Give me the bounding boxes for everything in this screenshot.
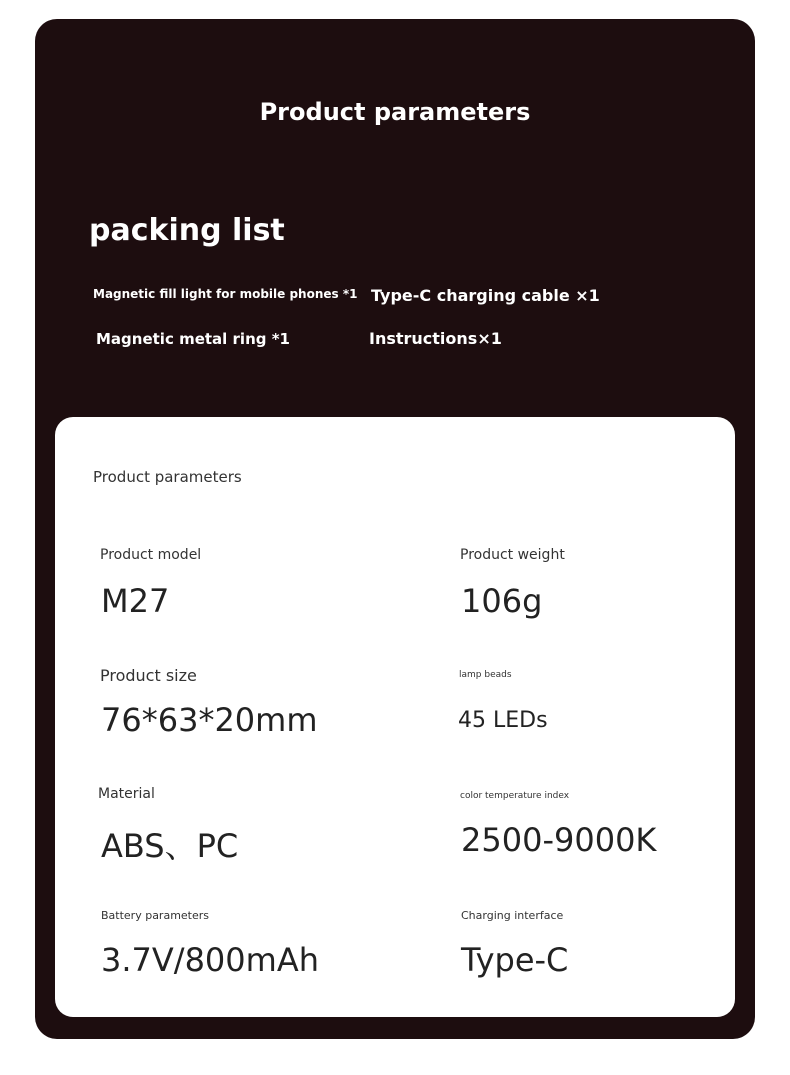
- packing-item-metal-ring: Magnetic metal ring *1: [96, 330, 290, 348]
- param-label-charging-interface: Charging interface: [461, 909, 564, 922]
- param-value-charging-interface: Type-C: [461, 941, 569, 979]
- param-label-material: Material: [98, 786, 155, 802]
- param-value-lamp-beads: 45 LEDs: [458, 708, 548, 733]
- page-title: Product parameters: [259, 98, 531, 126]
- param-value-material: ABS、PC: [101, 827, 239, 865]
- packing-item-fill-light: Magnetic fill light for mobile phones *1: [93, 287, 358, 301]
- param-value-product-model: M27: [101, 582, 170, 620]
- parameters-card-title: Product parameters: [93, 468, 242, 486]
- param-label-product-weight: Product weight: [460, 547, 565, 563]
- param-value-color-temperature: 2500-9000K: [461, 821, 657, 859]
- param-label-product-size: Product size: [100, 666, 197, 685]
- param-label-battery: Battery parameters: [101, 909, 210, 922]
- packing-item-charging-cable: Type-C charging cable ×1: [371, 286, 600, 305]
- param-value-product-size: 76*63*20mm: [101, 701, 318, 739]
- packing-item-instructions: Instructions×1: [369, 329, 502, 348]
- param-value-battery: 3.7V/800mAh: [101, 941, 319, 979]
- param-value-product-weight: 106g: [461, 582, 543, 620]
- param-label-lamp-beads: lamp beads: [459, 670, 512, 680]
- param-label-color-temperature: color temperature index: [460, 791, 570, 801]
- param-label-product-model: Product model: [100, 547, 202, 563]
- packing-list-title: packing list: [89, 213, 285, 248]
